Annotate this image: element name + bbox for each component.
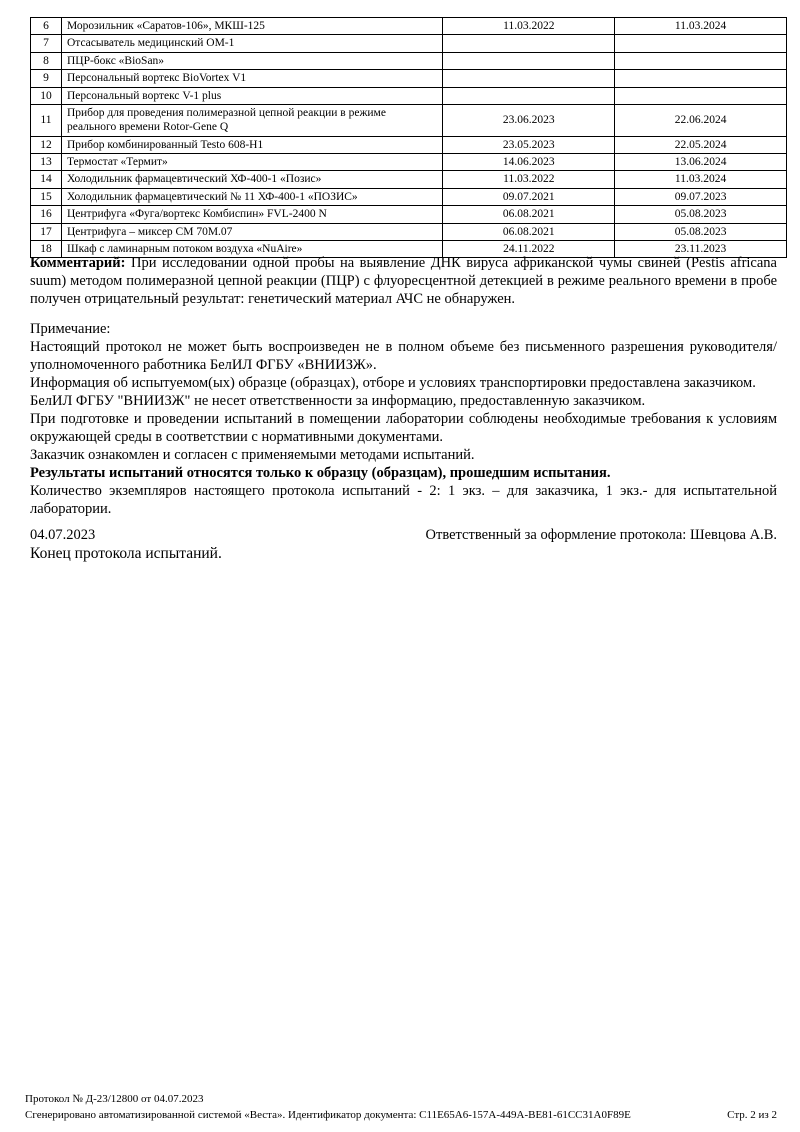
- equipment-name: Прибор комбинированный Testo 608-H1: [61, 136, 442, 153]
- table-row: [31, 70, 787, 87]
- equipment-table-body: [31, 18, 787, 258]
- next-verification-date: 11.03.2024: [615, 171, 787, 188]
- equipment-name: Прибор для проведения полимеразной цепной реакции в режиме реального времени Rotor-Gene Q: [61, 104, 442, 136]
- note-paragraph: При подготовке и проведении испытаний в помещении лаборатории соблюдены необходимые требования к условиям окружающей среды в соответствии с нормативными документами.: [30, 411, 777, 445]
- row-number: 10: [31, 87, 62, 104]
- equipment-name: Отсасыватель медицинский ОМ-1: [61, 35, 442, 52]
- table-row: [31, 104, 787, 136]
- row-number: 8: [31, 52, 62, 69]
- next-verification-date: [615, 70, 787, 87]
- table-row: [31, 188, 787, 205]
- row-number: 13: [31, 154, 62, 171]
- equipment-name: Центрифуга «Фуга/вортекс Комбиспин» FVL-2400 N: [61, 206, 442, 223]
- table-row: [31, 18, 787, 35]
- verification-date: [443, 52, 615, 69]
- note-paragraph: Заказчик ознакомлен и согласен с применяемыми методами испытаний.: [30, 447, 475, 463]
- next-verification-date: 11.03.2024: [615, 18, 787, 35]
- generation-line: Сгенерировано автоматизированной системой «Веста». Идентификатор документа: C11E65A6-157A-449A-BE81-61CC31A0F89E: [25, 1109, 631, 1121]
- next-verification-date: 22.05.2024: [615, 136, 787, 153]
- comment-paragraph: [30, 254, 777, 308]
- verification-date: 14.06.2023: [443, 154, 615, 171]
- table-row: [31, 35, 787, 52]
- verification-date: 06.08.2021: [443, 223, 615, 240]
- table-row: [31, 206, 787, 223]
- responsible-text: Ответственный за оформление протокола: Шевцова А.В.: [425, 527, 777, 543]
- next-verification-date: [615, 35, 787, 52]
- signoff-date: 04.07.2023: [30, 527, 96, 543]
- row-number: 15: [31, 188, 62, 205]
- verification-date: 11.03.2022: [443, 171, 615, 188]
- verification-date: 06.08.2021: [443, 206, 615, 223]
- table-row: [31, 223, 787, 240]
- row-number: 14: [31, 171, 62, 188]
- protocol-number-line: Протокол № Д-23/12800 от 04.07.2023: [25, 1093, 204, 1105]
- equipment-name: Холодильник фармацевтический № 11 ХФ-400-1 «ПОЗИС»: [61, 188, 442, 205]
- row-number: 11: [31, 104, 62, 136]
- verification-date: [443, 35, 615, 52]
- equipment-name: Холодильник фармацевтический ХФ-400-1 «Позис»: [61, 171, 442, 188]
- next-verification-date: [615, 87, 787, 104]
- verification-date: [443, 70, 615, 87]
- verification-date: 23.06.2023: [443, 104, 615, 136]
- next-verification-date: 05.08.2023: [615, 206, 787, 223]
- equipment-name: Персональный вортекс V-1 plus: [61, 87, 442, 104]
- equipment-name: Персональный вортекс BioVortex V1: [61, 70, 442, 87]
- note-paragraph: БелИЛ ФГБУ "ВНИИЗЖ" не несет ответственности за информацию, предоставленную заказчиком.: [30, 393, 646, 409]
- footer-row: [25, 1107, 777, 1123]
- row-number: 12: [31, 136, 62, 153]
- table-row: [31, 52, 787, 69]
- verification-date: 09.07.2021: [443, 188, 615, 205]
- verification-date: 11.03.2022: [443, 18, 615, 35]
- table-row: [31, 87, 787, 104]
- comment-label: Комментарий:: [30, 255, 126, 271]
- row-number: 17: [31, 223, 62, 240]
- table-row: [31, 154, 787, 171]
- verification-date: 24.11.2022: [443, 240, 615, 257]
- row-number: 16: [31, 206, 62, 223]
- row-number: 7: [31, 35, 62, 52]
- equipment-name: Шкаф с ламинарным потоком воздуха «NuAire»: [61, 240, 442, 257]
- row-number: 6: [31, 18, 62, 35]
- note-paragraph: Настоящий протокол не может быть воспроизведен не в полном объеме без письменного разрешения руководителя/уполномоченного работника БелИЛ ФГБУ «ВНИИЗЖ».: [30, 339, 777, 373]
- table-row: [31, 136, 787, 153]
- note-title: Примечание:: [30, 321, 111, 337]
- note-section: [30, 320, 777, 518]
- table-row: [31, 171, 787, 188]
- end-of-protocol: Конец протокола испытаний.: [30, 545, 222, 562]
- note-paragraph: Информация об испытуемом(ых) образце (образцах), отборе и условиях транспортировки предоставлена заказчиком.: [30, 375, 756, 391]
- note-paragraph: Количество экземпляров настоящего протокола испытаний - 2: 1 экз. – для заказчика, 1 экз.- для испытательной лаборатории.: [30, 483, 777, 517]
- row-number: 18: [31, 240, 62, 257]
- equipment-name: ПЦР-бокс «BioSan»: [61, 52, 442, 69]
- page-number: Стр. 2 из 2: [727, 1109, 777, 1121]
- equipment-name: Термостат «Термит»: [61, 154, 442, 171]
- next-verification-date: 13.06.2024: [615, 154, 787, 171]
- row-number: 9: [31, 70, 62, 87]
- next-verification-date: 22.06.2024: [615, 104, 787, 136]
- next-verification-date: 09.07.2023: [615, 188, 787, 205]
- equipment-table: [30, 17, 787, 258]
- verification-date: [443, 87, 615, 104]
- note-paragraph: Результаты испытаний относятся только к образцу (образцам), прошедшим испытания.: [30, 465, 611, 481]
- equipment-name: Морозильник «Саратов-106», МКШ-125: [61, 18, 442, 35]
- note-paragraphs: [30, 338, 777, 518]
- next-verification-date: 05.08.2023: [615, 223, 787, 240]
- next-verification-date: 23.11.2023: [615, 240, 787, 257]
- footer: [25, 1091, 777, 1123]
- equipment-name: Центрифуга – миксер СМ 70М.07: [61, 223, 442, 240]
- verification-date: 23.05.2023: [443, 136, 615, 153]
- comment-text: При исследовании одной пробы на выявление ДНК вируса африканской чумы свиней (Pestis africana suum) методом полимеразной цепной реакции (ПЦР) с флуоресцентной детекцией в режиме реального времени в пробе получен отрицательный результат: генетический материал АЧС не обнаружен.: [30, 255, 777, 307]
- signoff-row: [30, 526, 777, 544]
- next-verification-date: [615, 52, 787, 69]
